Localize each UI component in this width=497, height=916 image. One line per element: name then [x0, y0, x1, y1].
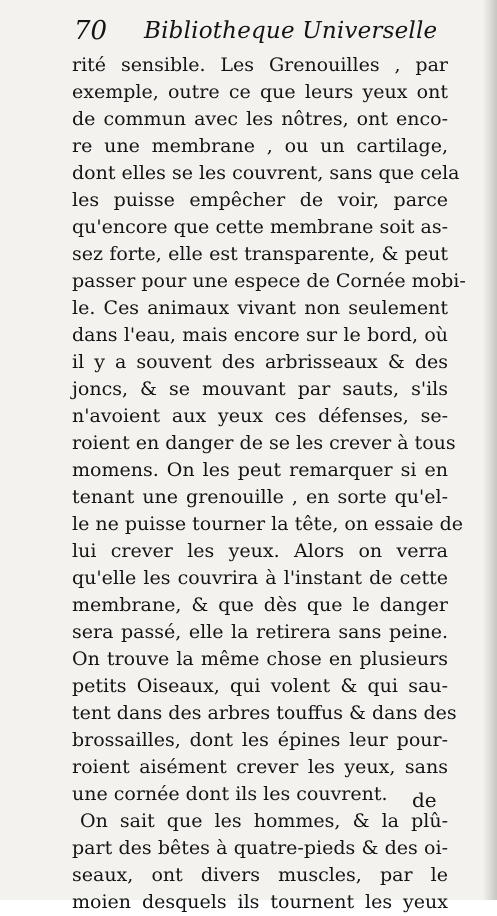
text-line: qu'elle les couvrira à l'instant de cette: [72, 567, 448, 589]
text-line: joncs, & se mouvant par sauts, s'ils: [72, 378, 448, 400]
text-line: dans l'eau, mais encore sur le bord, où: [72, 324, 448, 346]
text-line: roient aisément crever les yeux, sans: [72, 756, 448, 778]
text-line: sez forte, elle est transparente, & peut: [72, 243, 448, 265]
text-line: le ne puisse tourner la tête, on essaie de: [72, 513, 463, 535]
running-head: Bibliotheque Universelle: [144, 18, 438, 44]
text-line: il y a souvent des arbrisseaux & des: [72, 351, 448, 373]
paragraph-end-line: une cornée dont ils les couvrent.: [72, 783, 388, 805]
text-line: membrane, & que dès que le danger: [72, 594, 448, 616]
catchword: de: [412, 788, 437, 812]
text-line: exemple, outre ce que leurs yeux ont: [72, 81, 448, 103]
text-line: de commun avec les nôtres, ont enco-: [72, 108, 448, 130]
text-line: sera passé, elle la retirera sans peine.: [72, 621, 448, 643]
text-line: moien desquels ils tournent les yeux: [72, 891, 448, 913]
page-header: [74, 12, 474, 48]
page-number: 70: [74, 16, 108, 46]
text-line: roient en danger de se les crever à tous: [72, 432, 456, 454]
text-line: re une membrane , ou un cartilage,: [72, 135, 448, 157]
text-line: brossailles, dont les épines leur pour-: [72, 729, 448, 751]
text-line: tent dans des arbres touffus & dans des: [72, 702, 457, 724]
text-line: On trouve la même chose en plusieurs: [72, 648, 448, 670]
text-line: passer pour une espece de Cornée mobi-: [72, 270, 466, 292]
text-line: rité sensible. Les Grenouilles , par: [72, 54, 448, 76]
text-line: seaux, ont divers muscles, par le: [72, 864, 448, 886]
text-line: part des bêtes à quatre-pieds & des oi-: [72, 837, 448, 859]
text-line: petits Oiseaux, qui volent & qui sau-: [72, 675, 448, 697]
paragraph-start-line: On sait que les hommes, & la plû-: [80, 810, 448, 832]
text-line: qu'encore que cette membrane soit as-: [72, 216, 448, 238]
text-line: le. Ces animaux vivant non seulement: [72, 297, 448, 319]
text-line: tenant une grenouille , en sorte qu'el-: [72, 486, 448, 508]
body-text: [72, 52, 466, 916]
text-line: dont elles se les couvrent, sans que cela: [72, 162, 460, 184]
text-line: momens. On les peut remarquer si en: [72, 459, 448, 481]
text-line: n'avoient aux yeux ces défenses, se-: [72, 405, 448, 427]
text-line: lui crever les yeux. Alors on verra: [72, 540, 448, 562]
text-line: les puisse empêcher de voir, parce: [72, 189, 448, 211]
